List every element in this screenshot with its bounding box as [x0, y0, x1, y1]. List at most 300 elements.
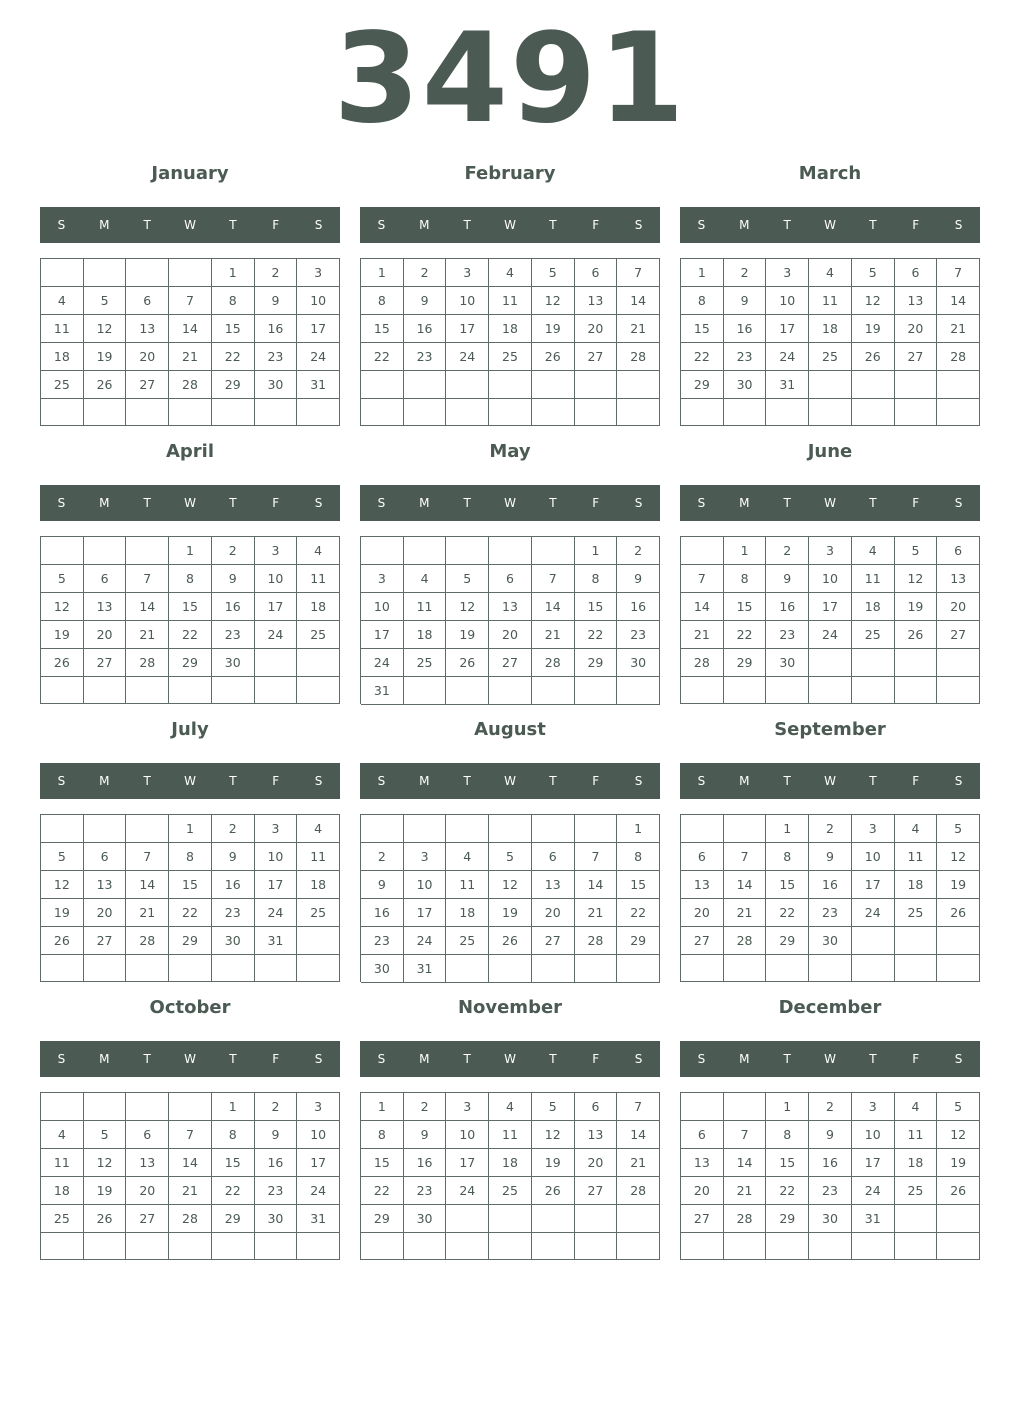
day-cell: 16	[255, 315, 298, 343]
weekday-label: F	[272, 774, 280, 788]
empty-cell	[169, 677, 212, 704]
day-cell: 21	[126, 621, 169, 649]
day-cell: 8	[575, 565, 618, 593]
empty-cell	[41, 259, 84, 287]
empty-cell	[895, 677, 938, 704]
day-cell: 16	[255, 1149, 298, 1177]
weekday-label: S	[377, 218, 386, 232]
empty-cell	[255, 1233, 298, 1260]
empty-cell	[852, 1233, 895, 1260]
empty-cell	[575, 955, 618, 983]
day-cell: 29	[212, 371, 255, 399]
empty-cell	[724, 1093, 767, 1121]
empty-cell	[532, 1205, 575, 1233]
weekday-label: F	[912, 218, 920, 232]
day-cell: 7	[126, 565, 169, 593]
year-title: 3491	[333, 7, 687, 151]
day-cell: 24	[809, 621, 852, 649]
empty-cell	[297, 399, 340, 426]
day-cell: 14	[169, 1149, 212, 1177]
empty-cell	[361, 371, 404, 399]
day-grid	[680, 1092, 980, 1260]
day-cell: 10	[446, 287, 489, 315]
empty-cell	[446, 537, 489, 565]
day-cell: 19	[937, 871, 980, 899]
day-cell: 2	[724, 259, 767, 287]
day-cell: 5	[41, 565, 84, 593]
empty-cell	[404, 371, 447, 399]
day-cell: 25	[852, 621, 895, 649]
weekday-label: F	[272, 496, 280, 510]
day-cell: 27	[937, 621, 980, 649]
day-cell: 12	[532, 1121, 575, 1149]
day-cell: 22	[766, 1177, 809, 1205]
weekday-label: W	[184, 774, 196, 788]
day-cell: 3	[446, 259, 489, 287]
day-cell: 8	[169, 565, 212, 593]
day-cell: 16	[404, 315, 447, 343]
day-cell: 13	[575, 1121, 618, 1149]
day-cell: 9	[404, 287, 447, 315]
day-cell: 23	[212, 899, 255, 927]
day-cell: 15	[766, 871, 809, 899]
day-cell: 11	[895, 843, 938, 871]
day-cell: 15	[724, 593, 767, 621]
weekday-label: T	[549, 218, 557, 232]
day-cell: 10	[446, 1121, 489, 1149]
day-cell: 24	[446, 1177, 489, 1205]
day-cell: 30	[617, 649, 660, 677]
day-cell: 20	[126, 1177, 169, 1205]
day-cell: 28	[575, 927, 618, 955]
day-cell: 25	[297, 899, 340, 927]
day-cell: 14	[126, 871, 169, 899]
empty-cell	[126, 259, 169, 287]
weekday-label: S	[377, 1052, 386, 1066]
empty-cell	[446, 677, 489, 705]
day-cell: 22	[575, 621, 618, 649]
day-cell: 20	[84, 899, 127, 927]
weekday-header	[360, 763, 660, 799]
day-cell: 10	[361, 593, 404, 621]
day-cell: 7	[617, 1093, 660, 1121]
day-cell: 15	[361, 1149, 404, 1177]
day-cell: 31	[361, 677, 404, 705]
weekday-label: F	[592, 496, 600, 510]
day-cell: 26	[489, 927, 532, 955]
day-cell: 29	[766, 927, 809, 955]
day-cell: 25	[809, 343, 852, 371]
day-cell: 20	[937, 593, 980, 621]
day-cell: 19	[532, 1149, 575, 1177]
empty-cell	[446, 815, 489, 843]
day-cell: 8	[766, 1121, 809, 1149]
day-cell: 1	[212, 1093, 255, 1121]
weekday-label: S	[57, 1052, 66, 1066]
day-cell: 24	[766, 343, 809, 371]
day-cell: 1	[617, 815, 660, 843]
day-cell: 10	[404, 871, 447, 899]
day-cell: 1	[681, 259, 724, 287]
day-cell: 13	[84, 871, 127, 899]
empty-cell	[617, 955, 660, 983]
empty-cell	[361, 399, 404, 427]
day-cell: 10	[297, 287, 340, 315]
day-cell: 17	[852, 1149, 895, 1177]
empty-cell	[575, 371, 618, 399]
day-grid	[680, 258, 980, 426]
weekday-label: T	[463, 496, 471, 510]
empty-cell	[617, 371, 660, 399]
empty-cell	[212, 399, 255, 426]
weekday-label: S	[634, 496, 643, 510]
day-cell: 26	[84, 1205, 127, 1233]
day-cell: 7	[724, 843, 767, 871]
empty-cell	[41, 677, 84, 704]
empty-cell	[169, 955, 212, 982]
empty-cell	[852, 649, 895, 677]
day-cell: 4	[489, 1093, 532, 1121]
weekday-label: M	[739, 496, 750, 510]
day-cell: 10	[255, 565, 298, 593]
day-cell: 1	[575, 537, 618, 565]
day-cell: 4	[895, 815, 938, 843]
day-cell: 4	[297, 537, 340, 565]
day-cell: 15	[681, 315, 724, 343]
empty-cell	[724, 677, 767, 704]
day-cell: 18	[41, 343, 84, 371]
day-cell: 26	[852, 343, 895, 371]
day-cell: 20	[126, 343, 169, 371]
weekday-label: M	[739, 1052, 750, 1066]
day-cell: 13	[895, 287, 938, 315]
day-cell: 17	[297, 1149, 340, 1177]
day-cell: 3	[852, 1093, 895, 1121]
day-cell: 10	[852, 843, 895, 871]
day-cell: 22	[617, 899, 660, 927]
day-cell: 11	[809, 287, 852, 315]
day-cell: 29	[681, 371, 724, 399]
day-cell: 24	[361, 649, 404, 677]
weekday-label: W	[824, 1052, 836, 1066]
day-cell: 25	[446, 927, 489, 955]
day-cell: 13	[532, 871, 575, 899]
day-cell: 18	[297, 871, 340, 899]
day-cell: 18	[297, 593, 340, 621]
day-cell: 16	[809, 1149, 852, 1177]
day-cell: 18	[852, 593, 895, 621]
weekday-label: S	[697, 1052, 706, 1066]
day-cell: 1	[766, 1093, 809, 1121]
day-cell: 2	[617, 537, 660, 565]
empty-cell	[446, 371, 489, 399]
day-cell: 21	[532, 621, 575, 649]
empty-cell	[681, 1233, 724, 1260]
day-cell: 17	[852, 871, 895, 899]
day-cell: 16	[361, 899, 404, 927]
day-cell: 30	[255, 1205, 298, 1233]
day-cell: 19	[84, 1177, 127, 1205]
day-cell: 9	[809, 1121, 852, 1149]
day-cell: 25	[489, 343, 532, 371]
empty-cell	[446, 399, 489, 427]
day-cell: 22	[212, 343, 255, 371]
day-cell: 12	[41, 593, 84, 621]
empty-cell	[255, 649, 298, 677]
day-cell: 16	[724, 315, 767, 343]
day-cell: 23	[255, 343, 298, 371]
day-cell: 19	[937, 1149, 980, 1177]
day-cell: 29	[169, 649, 212, 677]
day-cell: 9	[617, 565, 660, 593]
empty-cell	[681, 537, 724, 565]
empty-cell	[84, 677, 127, 704]
day-cell: 30	[212, 649, 255, 677]
day-cell: 12	[532, 287, 575, 315]
empty-cell	[895, 1233, 938, 1260]
weekday-label: F	[272, 218, 280, 232]
day-cell: 5	[489, 843, 532, 871]
day-cell: 15	[169, 593, 212, 621]
day-cell: 3	[297, 1093, 340, 1121]
day-cell: 20	[895, 315, 938, 343]
weekday-label: W	[504, 496, 516, 510]
empty-cell	[489, 677, 532, 705]
day-cell: 15	[212, 1149, 255, 1177]
day-cell: 3	[766, 259, 809, 287]
day-cell: 10	[766, 287, 809, 315]
day-cell: 3	[446, 1093, 489, 1121]
day-cell: 28	[126, 649, 169, 677]
day-cell: 9	[809, 843, 852, 871]
weekday-label: T	[229, 496, 237, 510]
day-cell: 8	[681, 287, 724, 315]
day-cell: 12	[937, 1121, 980, 1149]
day-cell: 18	[41, 1177, 84, 1205]
day-cell: 12	[489, 871, 532, 899]
weekday-label: S	[954, 774, 963, 788]
day-cell: 24	[446, 343, 489, 371]
day-cell: 6	[575, 259, 618, 287]
day-cell: 3	[852, 815, 895, 843]
day-cell: 18	[489, 1149, 532, 1177]
day-cell: 31	[404, 955, 447, 983]
day-cell: 26	[84, 371, 127, 399]
empty-cell	[84, 259, 127, 287]
day-grid	[360, 1092, 660, 1260]
day-cell: 25	[41, 371, 84, 399]
day-cell: 4	[809, 259, 852, 287]
day-cell: 20	[681, 899, 724, 927]
empty-cell	[297, 1233, 340, 1260]
day-cell: 6	[84, 565, 127, 593]
weekday-label: W	[184, 1052, 196, 1066]
empty-cell	[84, 399, 127, 426]
weekday-label: W	[504, 774, 516, 788]
empty-cell	[852, 927, 895, 955]
empty-cell	[255, 677, 298, 704]
empty-cell	[489, 537, 532, 565]
empty-cell	[446, 1233, 489, 1260]
month-name: January	[151, 163, 229, 184]
day-cell: 13	[126, 315, 169, 343]
day-cell: 1	[169, 815, 212, 843]
weekday-label: M	[739, 218, 750, 232]
weekday-label: F	[912, 774, 920, 788]
empty-cell	[532, 1233, 575, 1260]
empty-cell	[255, 955, 298, 982]
weekday-label: T	[143, 218, 151, 232]
day-grid	[680, 814, 980, 982]
day-cell: 23	[724, 343, 767, 371]
day-cell: 17	[255, 871, 298, 899]
weekday-label: T	[463, 774, 471, 788]
day-cell: 21	[681, 621, 724, 649]
weekday-label: S	[377, 496, 386, 510]
day-cell: 25	[895, 1177, 938, 1205]
day-cell: 29	[575, 649, 618, 677]
weekday-label: T	[549, 1052, 557, 1066]
weekday-label: T	[463, 1052, 471, 1066]
day-cell: 3	[404, 843, 447, 871]
empty-cell	[681, 677, 724, 704]
day-cell: 7	[724, 1121, 767, 1149]
day-cell: 4	[852, 537, 895, 565]
day-cell: 2	[255, 1093, 298, 1121]
empty-cell	[575, 399, 618, 427]
weekday-label: F	[592, 774, 600, 788]
empty-cell	[617, 399, 660, 427]
day-cell: 2	[404, 1093, 447, 1121]
weekday-label: S	[314, 496, 323, 510]
day-cell: 27	[126, 1205, 169, 1233]
weekday-label: T	[869, 218, 877, 232]
empty-cell	[361, 537, 404, 565]
day-cell: 29	[766, 1205, 809, 1233]
day-cell: 23	[361, 927, 404, 955]
day-cell: 27	[532, 927, 575, 955]
day-cell: 25	[297, 621, 340, 649]
empty-cell	[41, 1093, 84, 1121]
empty-cell	[169, 399, 212, 426]
day-cell: 16	[617, 593, 660, 621]
day-cell: 11	[41, 1149, 84, 1177]
day-cell: 30	[361, 955, 404, 983]
empty-cell	[489, 1233, 532, 1260]
empty-cell	[404, 399, 447, 427]
day-cell: 19	[532, 315, 575, 343]
day-cell: 9	[255, 1121, 298, 1149]
day-cell: 11	[446, 871, 489, 899]
weekday-header	[360, 485, 660, 521]
empty-cell	[937, 927, 980, 955]
day-cell: 9	[766, 565, 809, 593]
day-cell: 22	[361, 1177, 404, 1205]
empty-cell	[169, 259, 212, 287]
empty-cell	[766, 955, 809, 982]
day-cell: 14	[724, 1149, 767, 1177]
day-cell: 21	[937, 315, 980, 343]
day-cell: 5	[532, 259, 575, 287]
weekday-label: M	[99, 496, 110, 510]
day-cell: 26	[532, 1177, 575, 1205]
weekday-label: T	[783, 496, 791, 510]
weekday-header	[360, 207, 660, 243]
weekday-label: W	[184, 496, 196, 510]
weekday-header	[680, 485, 980, 521]
empty-cell	[361, 1233, 404, 1260]
day-cell: 22	[212, 1177, 255, 1205]
weekday-label: S	[954, 1052, 963, 1066]
weekday-label: T	[143, 1052, 151, 1066]
day-cell: 14	[617, 287, 660, 315]
day-cell: 28	[937, 343, 980, 371]
day-cell: 6	[681, 1121, 724, 1149]
day-cell: 22	[724, 621, 767, 649]
day-cell: 12	[852, 287, 895, 315]
day-cell: 13	[681, 871, 724, 899]
weekday-label: S	[697, 774, 706, 788]
weekday-label: S	[697, 496, 706, 510]
empty-cell	[532, 815, 575, 843]
empty-cell	[489, 371, 532, 399]
empty-cell	[681, 1093, 724, 1121]
day-cell: 28	[617, 1177, 660, 1205]
day-cell: 13	[489, 593, 532, 621]
day-cell: 4	[297, 815, 340, 843]
month-name: December	[778, 997, 882, 1018]
weekday-label: T	[783, 1052, 791, 1066]
day-cell: 5	[895, 537, 938, 565]
day-cell: 13	[84, 593, 127, 621]
day-cell: 14	[617, 1121, 660, 1149]
weekday-label: S	[634, 1052, 643, 1066]
empty-cell	[212, 955, 255, 982]
day-cell: 17	[766, 315, 809, 343]
day-cell: 21	[575, 899, 618, 927]
month-name: May	[489, 441, 531, 462]
day-cell: 16	[809, 871, 852, 899]
day-cell: 18	[895, 1149, 938, 1177]
day-cell: 23	[212, 621, 255, 649]
month-name: April	[165, 441, 215, 462]
empty-cell	[126, 1093, 169, 1121]
empty-cell	[937, 399, 980, 426]
day-cell: 20	[575, 1149, 618, 1177]
day-cell: 27	[126, 371, 169, 399]
month-name: July	[171, 719, 209, 740]
weekday-label: W	[504, 218, 516, 232]
weekday-label: S	[57, 496, 66, 510]
day-cell: 5	[41, 843, 84, 871]
day-cell: 7	[575, 843, 618, 871]
weekday-label: M	[419, 496, 430, 510]
day-cell: 23	[404, 1177, 447, 1205]
day-cell: 2	[404, 259, 447, 287]
empty-cell	[937, 955, 980, 982]
weekday-label: S	[314, 218, 323, 232]
day-cell: 9	[255, 287, 298, 315]
empty-cell	[766, 677, 809, 704]
day-cell: 7	[617, 259, 660, 287]
day-cell: 25	[895, 899, 938, 927]
weekday-label: M	[99, 218, 110, 232]
day-cell: 15	[575, 593, 618, 621]
day-cell: 8	[361, 287, 404, 315]
day-cell: 16	[766, 593, 809, 621]
weekday-header	[40, 207, 340, 243]
day-cell: 27	[681, 927, 724, 955]
